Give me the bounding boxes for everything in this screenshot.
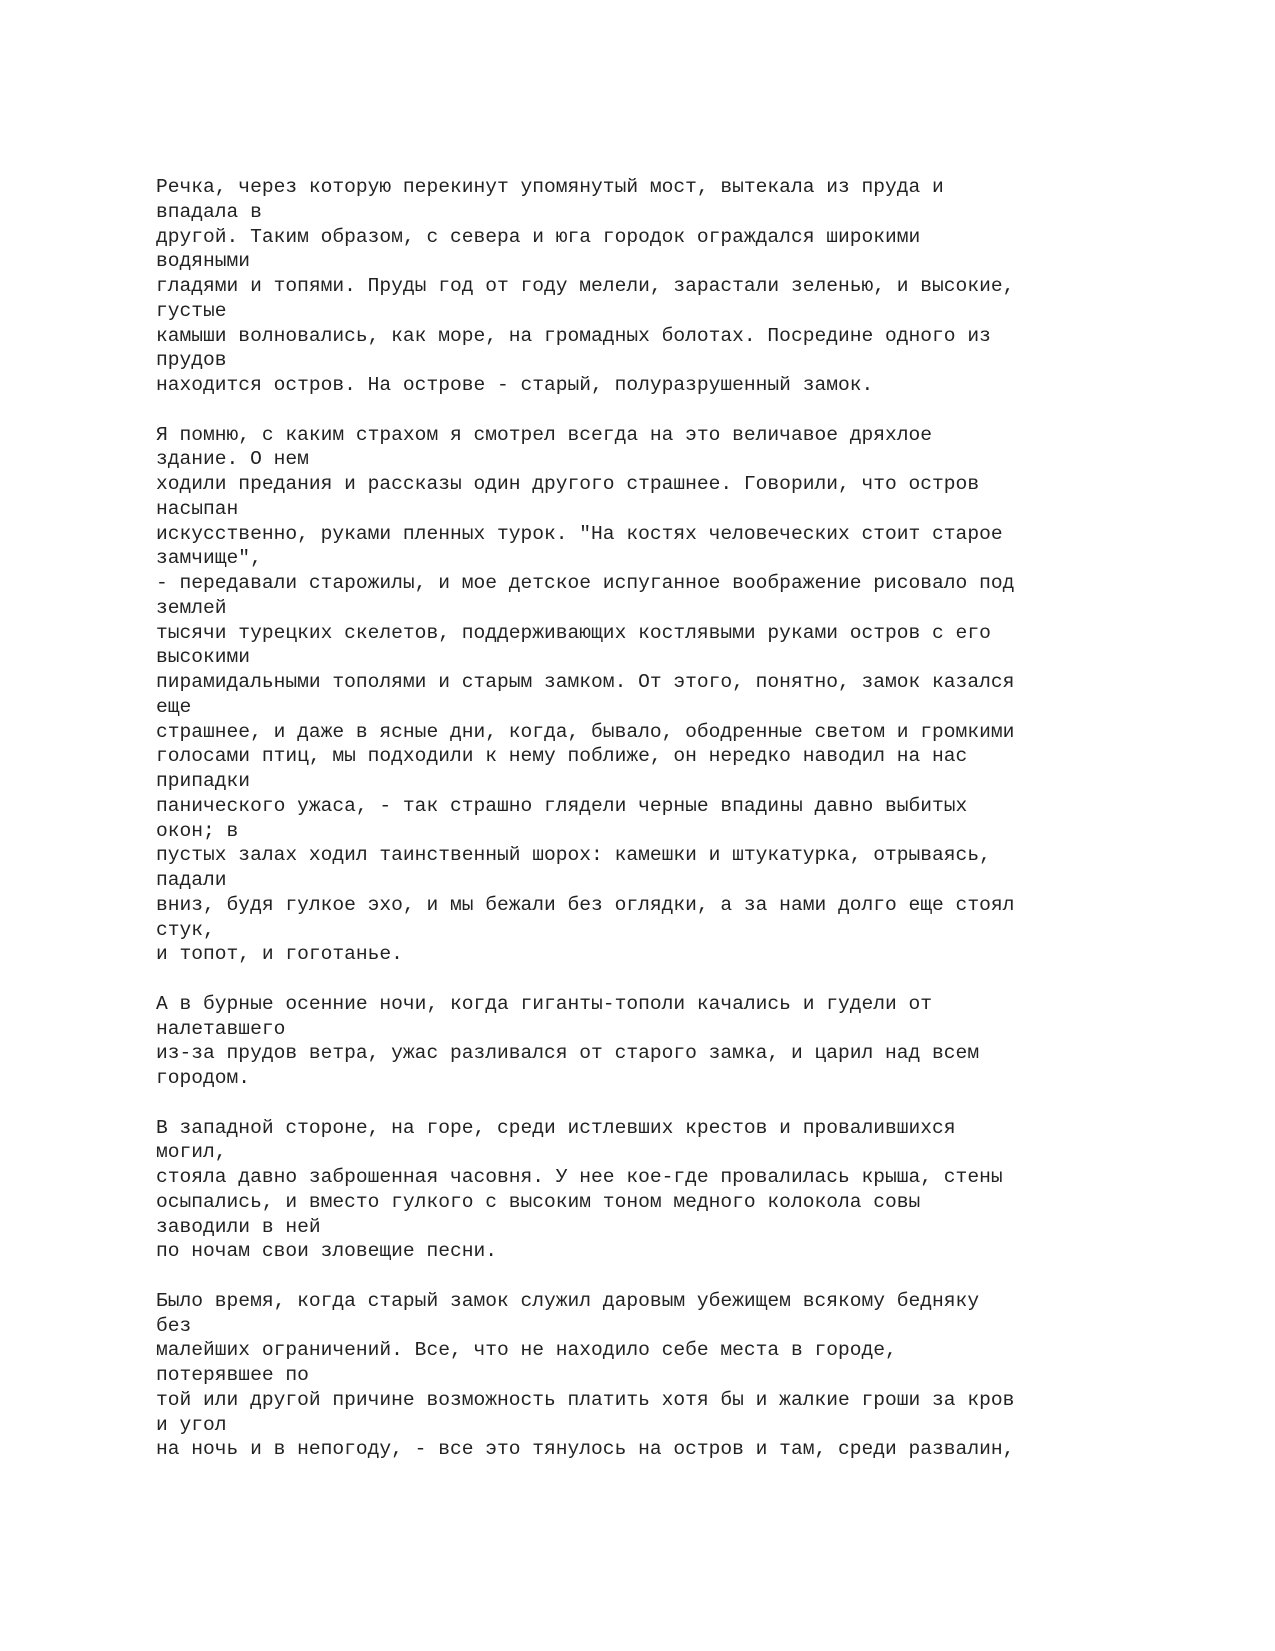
text-line: Речка, через которую перекинут упомянутый мост, вытекала из пруда и [156,176,944,198]
text-line: тысячи турецких скелетов, поддерживающих костлявыми руками остров с его [156,621,991,644]
text-line: и угол [156,1413,227,1436]
text-line: городом. [156,1067,251,1089]
paragraph-break [156,1264,1166,1289]
paragraph-break [156,967,1166,992]
text-line: впадала в [156,200,262,223]
text-line: потерявшее по [156,1364,309,1386]
text-line: Было время, когда старый замок служил даровым убежищем всякому бедняку [156,1289,980,1312]
paragraph-break [156,398,1166,423]
text-line: находится остров. На острове - старый, полуразрушенный замок. [156,374,874,396]
text-line: страшнее, и даже в ясные дни, когда, бывало, ободренные светом и громкими [156,720,1015,743]
text-line: без [156,1314,192,1337]
text-line: - передавали старожилы, и мое детское испуганное воображение рисовало под [156,572,1015,594]
text-line: на ночь и в непогоду, - все это тянулось на остров и там, среди развалин, [156,1438,1015,1461]
text-line: густые [156,299,227,322]
text-line: по ночам свои зловещие песни. [156,1240,497,1263]
text-line: припадки [156,770,251,792]
text-line: вниз, будя гулкое эхо, и мы бежали без оглядки, а за нами долго еще стоял [156,893,1015,916]
document-text [156,175,1166,1462]
text-line: из-за прудов ветра, ужас разливался от старого замка, и царил над всем [156,1042,980,1065]
text-line: ходили предания и рассказы один другого страшнее. Говорили, что остров [156,473,980,495]
text-line: окон; в [156,819,239,842]
text-line: насыпан [156,497,239,520]
text-line: водяными [156,250,251,273]
text-line: другой. Таким образом, с севера и юга городок ограждался широкими [156,225,921,248]
text-line: искусственно, руками пленных турок. "На костях человеческих стоит старое [156,522,1003,545]
text-line: гладями и топями. Пруды год от году мелели, зарастали зеленью, и высокие, [156,275,1015,297]
text-line: заводили в ней [156,1215,321,1238]
text-line: здание. О нем [156,448,309,471]
text-line: пирамидальными тополями и старым замком. От этого, понятно, замок казался [156,671,1015,693]
text-line: малейших ограничений. Все, что не находило себе места в городе, [156,1339,897,1362]
text-line: осыпались, и вместо гулкого с высоким тоном медного колокола совы [156,1190,921,1213]
text-line: стук, [156,918,215,941]
text-line: камыши волновались, как море, на громадных болотах. Посредине одного из [156,324,991,347]
text-line: панического ужаса, - так страшно глядели черные впадины давно выбитых [156,794,968,817]
text-line: стояла давно заброшенная часовня. У нее кое-где провалилась крыша, стены [156,1166,1003,1188]
text-line: могил, [156,1141,227,1164]
text-line: и топот, и гоготанье. [156,943,403,966]
text-line: замчище", [156,547,262,570]
text-line: голосами птиц, мы подходили к нему поближе, он нередко наводил на нас [156,745,968,768]
text-line: высокими [156,646,251,669]
text-line: В западной стороне, на горе, среди истлевших крестов и провалившихся [156,1116,956,1139]
text-line: пустых залах ходил таинственный шорох: камешки и штукатурка, отрываясь, [156,844,991,867]
text-line: землей [156,596,227,619]
text-line: той или другой причине возможность платить хотя бы и жалкие гроши за кров [156,1388,1015,1411]
text-line: падали [156,869,227,891]
paragraph-break [156,1091,1166,1116]
text-line: еще [156,695,192,718]
text-line: Я помню, с каким страхом я смотрел всегда на это величавое дряхлое [156,423,933,446]
text-line: А в бурные осенние ночи, когда гиганты-тополи качались и гудели от [156,992,933,1015]
text-line: налетавшего [156,1017,286,1040]
text-line: прудов [156,349,227,372]
